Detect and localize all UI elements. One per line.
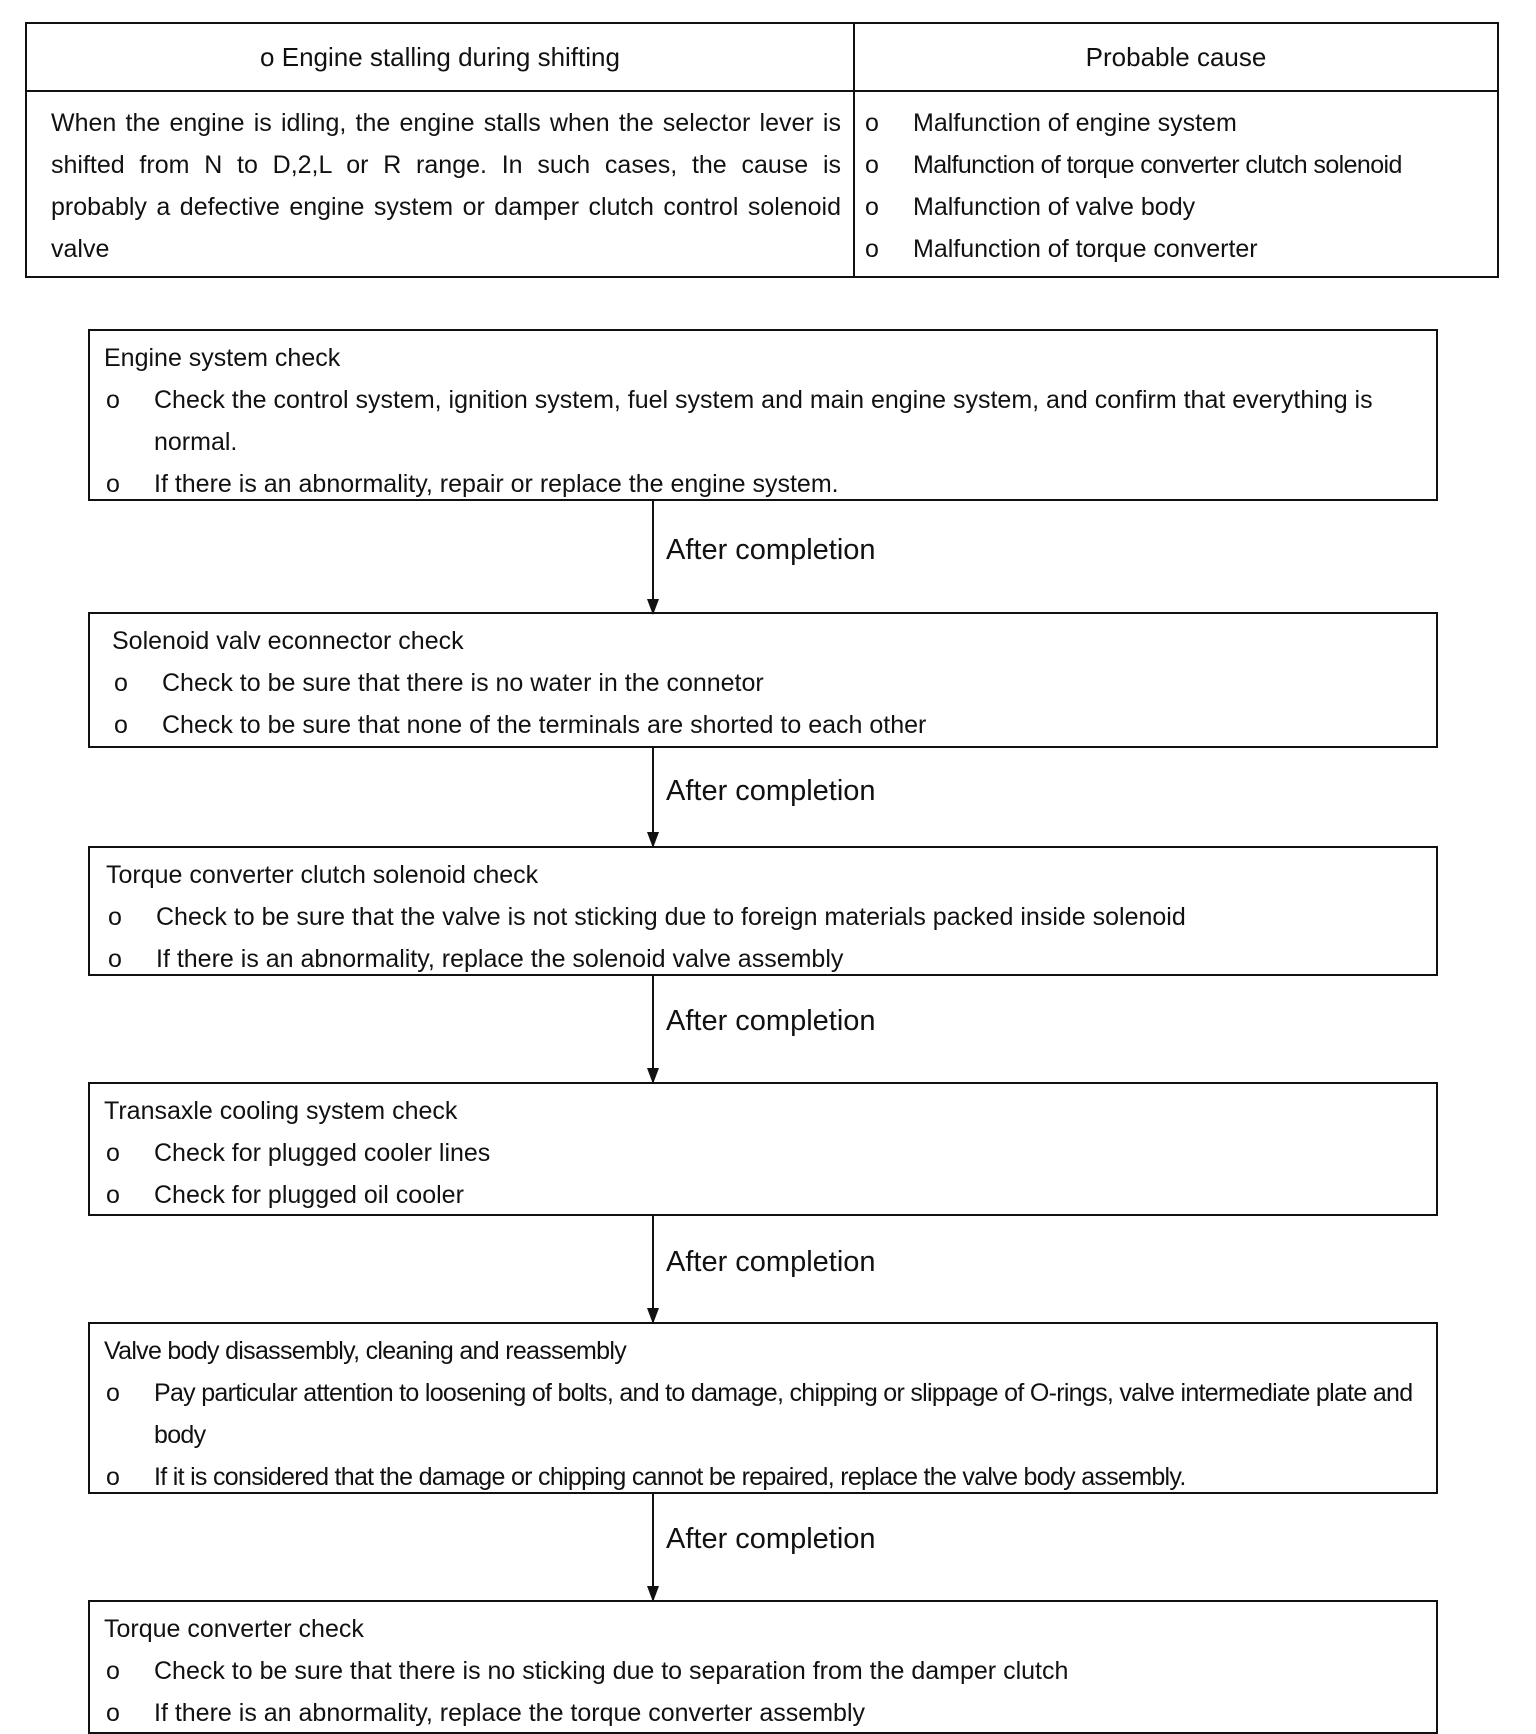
bullet-icon: o <box>865 109 879 137</box>
step-item-text: Check to be sure that the valve is not sticking due to foreign materials packed inside solenoid <box>156 903 1186 931</box>
symptom-table <box>25 22 1499 278</box>
step-item <box>104 1174 1422 1216</box>
step-item-text: If there is an abnormality, replace the torque converter assembly <box>154 1699 865 1727</box>
bullet-icon: o <box>106 386 120 414</box>
step-item <box>104 1132 1422 1174</box>
step-title: Solenoid valv econnector check <box>112 627 464 655</box>
step-solenoid-connector-check <box>88 612 1438 748</box>
step-title: Torque converter check <box>104 1615 364 1643</box>
step-title: Valve body disassembly, cleaning and reassembly <box>104 1337 627 1365</box>
cause-text: Malfunction of torque converter clutch solenoid <box>913 151 1402 179</box>
step-item <box>104 1372 1422 1456</box>
flow-arrow-label: After completion <box>666 1523 876 1555</box>
step-item <box>104 1650 1422 1692</box>
bullet-icon: o <box>106 470 120 498</box>
bullet-icon: o <box>865 193 879 221</box>
step-item <box>112 704 1422 746</box>
step-item <box>104 379 1422 463</box>
step-item-text: Pay particular attention to loosening of bolts, and to damage, chipping or slippage of O-rings, valve intermediate plate and body <box>154 1379 1413 1449</box>
bullet-icon: o <box>106 1379 120 1407</box>
bullet-icon: o <box>865 151 879 179</box>
probable-cause-header: Probable cause <box>1085 41 1267 72</box>
cause-text: Malfunction of valve body <box>913 193 1196 221</box>
flow-arrow <box>652 1216 654 1322</box>
step-item <box>104 463 1422 505</box>
step-transaxle-cooling-check <box>88 1082 1438 1216</box>
step-item-text: If it is considered that the damage or chipping cannot be repaired, replace the valve body assembly. <box>154 1463 1186 1491</box>
symptom-header: o Engine stalling during shifting <box>260 41 620 72</box>
step-item <box>104 1456 1422 1498</box>
step-item <box>112 662 1422 704</box>
cause-text: Malfunction of engine system <box>913 109 1237 137</box>
bullet-icon: o <box>114 669 128 697</box>
flow-arrow-label: After completion <box>666 1246 876 1278</box>
step-torque-converter-check <box>88 1600 1438 1734</box>
bullet-icon: o <box>865 235 879 263</box>
bullet-icon: o <box>106 1699 120 1727</box>
bullet-icon: o <box>106 1139 120 1167</box>
step-item-text: If there is an abnormality, repair or replace the engine system. <box>154 470 839 498</box>
cause-text: Malfunction of torque converter <box>913 235 1258 263</box>
flow-arrow-label: After completion <box>666 775 876 807</box>
step-title: Torque converter clutch solenoid check <box>106 861 539 889</box>
cause-item <box>865 102 1489 144</box>
cause-item <box>865 228 1489 270</box>
step-item-text: Check to be sure that there is no water in the connetor <box>162 669 764 697</box>
bullet-icon: o <box>106 1463 120 1491</box>
flow-arrow <box>652 501 654 613</box>
step-item-text: Check for plugged oil cooler <box>154 1181 464 1209</box>
step-item <box>106 938 1422 980</box>
header-divider <box>27 90 1497 92</box>
bullet-icon: o <box>108 945 122 973</box>
symptom-description: When the engine is idling, the engine stalls when the selector lever is shifted from N to D,2,L or R range. In such cases, the cause is probably a defective engine system or damper clutch control solenoid valve <box>51 109 841 263</box>
bullet-icon: o <box>106 1181 120 1209</box>
step-item-text: Check to be sure that there is no sticking due to separation from the damper clutch <box>154 1657 1069 1685</box>
flow-arrow-label: After completion <box>666 534 876 566</box>
bullet-icon: o <box>108 903 122 931</box>
step-item <box>106 896 1422 938</box>
step-item-text: If there is an abnormality, replace the solenoid valve assembly <box>156 945 844 973</box>
step-item-text: Check the control system, ignition system, fuel system and main engine system, and confirm that everything is normal. <box>154 386 1373 456</box>
step-item-text: Check to be sure that none of the terminals are shorted to each other <box>162 711 927 739</box>
step-title: Transaxle cooling system check <box>104 1097 458 1125</box>
probable-cause-list <box>865 102 1489 270</box>
bullet-icon: o <box>114 711 128 739</box>
step-title: Engine system check <box>104 344 341 372</box>
step-tcc-solenoid-check <box>88 846 1438 976</box>
flow-arrow <box>652 1494 654 1600</box>
cause-item <box>865 144 1489 186</box>
flow-arrow <box>652 748 654 846</box>
step-engine-system-check <box>88 329 1438 501</box>
cause-item <box>865 186 1489 228</box>
step-item <box>104 1692 1422 1734</box>
step-item-text: Check for plugged cooler lines <box>154 1139 491 1167</box>
step-valve-body-service <box>88 1322 1438 1494</box>
flow-arrow <box>652 976 654 1082</box>
flow-arrow-label: After completion <box>666 1005 876 1037</box>
bullet-icon: o <box>106 1657 120 1685</box>
